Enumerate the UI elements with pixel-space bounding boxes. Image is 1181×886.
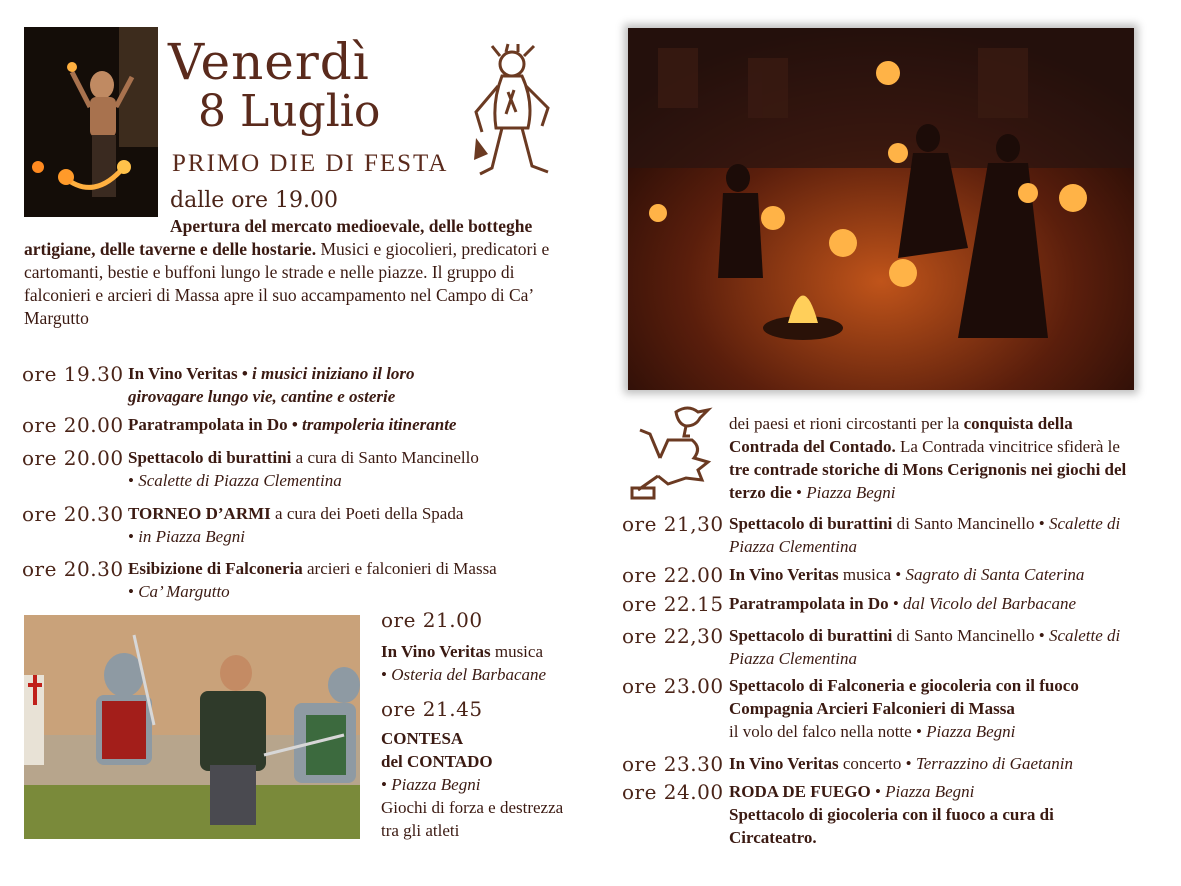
event-title: CONTESA xyxy=(381,729,464,748)
hand-falcon-woodcut-illustration xyxy=(628,404,718,502)
event-desc-2130 xyxy=(729,512,1169,558)
event-desc-1930 xyxy=(128,362,488,408)
event-desc-2030b xyxy=(128,557,568,603)
bullet: • xyxy=(1034,626,1049,645)
event-desc-2000a xyxy=(128,413,568,436)
fire-juggler-photo xyxy=(24,27,158,217)
contado-continuation xyxy=(729,412,1139,504)
event-location: Piazza Begni xyxy=(885,782,975,801)
event-location: Piazza Begni xyxy=(926,722,1016,741)
event-desc-2400 xyxy=(729,780,1129,849)
event-location: Osteria del Barbacane xyxy=(391,665,547,684)
event-desc-2215 xyxy=(729,592,1169,615)
event-time-2000a: ore 20.00 xyxy=(22,413,124,437)
event-time-2145: ore 21.45 xyxy=(381,697,483,721)
event-location: Scalette di Piazza Clementina xyxy=(138,471,342,490)
event-time-2130: ore 21,30 xyxy=(622,512,724,536)
bullet: • xyxy=(870,782,886,801)
page-title-day: Venerdì xyxy=(168,33,370,91)
event-title: Spettacolo di burattini xyxy=(729,626,893,645)
event-time-2030b: ore 20.30 xyxy=(22,557,124,581)
event-desc-2000b xyxy=(128,446,568,492)
event-time-2330: ore 23.30 xyxy=(622,752,724,776)
fire-juggler-illustration xyxy=(24,27,158,217)
event-title: Spettacolo di burattini xyxy=(729,514,893,533)
event-title: Esibizione di Falconeria xyxy=(128,559,303,578)
event-location: Sagrato di Santa Caterina xyxy=(905,565,1085,584)
event-detail: a cura dei Poeti della Spada xyxy=(270,504,464,523)
event-desc-2230 xyxy=(729,624,1169,670)
event-location: i musici iniziano il loro girovagare lungo vie, cantine e osterie xyxy=(128,364,415,406)
intro-paragraph xyxy=(24,215,572,330)
event-time-2000b: ore 20.00 xyxy=(22,446,124,470)
intro-bold: Apertura del mercato medioevale, delle botteghe artigiane, delle taverne e delle hostarie. xyxy=(24,216,533,259)
text-bold: conquista della Contrada del Contado. xyxy=(729,414,1073,456)
event-title: Spettacolo di Falconeria e giocoleria con il fuoco xyxy=(729,676,1079,695)
event-location: Terrazzino di Gaetanin xyxy=(915,754,1073,773)
bullet: • xyxy=(791,483,807,502)
event-detail: arcieri e falconieri di Massa xyxy=(302,559,497,578)
event-time-2100: ore 21.00 xyxy=(381,608,483,632)
event-detail: di Santo Mancinello xyxy=(892,626,1035,645)
event-title-line2: del CONTADO xyxy=(381,752,493,771)
intro-text: Musici e giocolieri, predicatori e cartomanti, bestie e buffoni lungo le strade e nelle piazze. Il gruppo di falconieri e arcieri di Massa apre il suo accampamento nel Campo di Ca’ Margutto xyxy=(24,239,550,328)
fire-dancers-photo xyxy=(628,28,1134,390)
bullet: • xyxy=(381,775,392,794)
event-desc-2100 xyxy=(381,640,581,686)
event-location: Ca’ Margutto xyxy=(138,582,230,601)
event-location: dal Vicolo del Barbacane xyxy=(903,594,1076,613)
event-location: in Piazza Begni xyxy=(138,527,245,546)
bullet: • xyxy=(128,471,139,490)
event-detail: il volo del falco nella notte xyxy=(729,722,912,741)
event-location: Piazza Begni xyxy=(391,775,481,794)
bullet: • xyxy=(287,415,303,434)
event-time-2215: ore 22.15 xyxy=(622,592,724,616)
event-detail: Spettacolo di giocoleria con il fuoco a cura di Circateatro. xyxy=(729,805,1054,847)
start-time-heading: dalle ore 19.00 xyxy=(170,188,339,213)
event-desc-2300 xyxy=(729,674,1169,743)
event-title: TORNEO D’ARMI xyxy=(128,504,271,523)
bullet: • xyxy=(891,565,906,584)
event-location: trampoleria itinerante xyxy=(302,415,457,434)
text-part: dei paesi et rioni circostanti per la xyxy=(729,414,964,433)
event-title: In Vino Veritas xyxy=(729,565,839,584)
event-location: Scalette di Piazza Clementina xyxy=(729,514,1121,556)
event-time-2400: ore 24.00 xyxy=(622,780,724,804)
event-time-2200: ore 22.00 xyxy=(622,563,724,587)
event-detail: di Santo Mancinello xyxy=(892,514,1035,533)
event-detail: musica xyxy=(490,642,543,661)
event-title: Paratrampolata in Do xyxy=(128,415,288,434)
event-title: In Vino Veritas xyxy=(729,754,839,773)
event-desc-2145 xyxy=(381,727,571,842)
bullet: • xyxy=(237,364,253,383)
event-time-2030a: ore 20.30 xyxy=(22,502,124,526)
event-detail: musica xyxy=(838,565,891,584)
bullet: • xyxy=(128,582,139,601)
bullet: • xyxy=(128,527,139,546)
event-title: In Vino Veritas xyxy=(128,364,238,383)
woodcut-figure-illustration xyxy=(462,42,564,184)
bullet: • xyxy=(888,594,904,613)
event-title: Paratrampolata in Do xyxy=(729,594,889,613)
text-bold: tre contrade storiche di Mons Cerignonis nei giochi del terzo die xyxy=(729,460,1127,502)
page-title-date: 8 Luglio xyxy=(198,86,381,137)
bullet: • xyxy=(901,754,916,773)
bullet: • xyxy=(381,665,392,684)
event-desc-2330 xyxy=(729,752,1169,775)
event-detail: a cura di Santo Mancinello xyxy=(291,448,479,467)
knights-tournament-photo xyxy=(24,615,360,839)
event-desc-2030a xyxy=(128,502,568,548)
event-location: Piazza Begni xyxy=(806,483,896,502)
event-desc-2200 xyxy=(729,563,1169,586)
text-part: La Contrada vincitrice sfiderà le xyxy=(895,437,1120,456)
event-detail: concerto xyxy=(838,754,902,773)
bullet: • xyxy=(911,722,927,741)
event-title-line2: Compagnia Arcieri Falconieri di Massa xyxy=(729,699,1015,718)
event-time-1930: ore 19.30 xyxy=(22,362,124,386)
event-detail: Giochi di forza e destrezza tra gli atleti xyxy=(381,798,564,840)
event-time-2300: ore 23.00 xyxy=(622,674,724,698)
event-title: Spettacolo di burattini xyxy=(128,448,292,467)
event-title: In Vino Veritas xyxy=(381,642,491,661)
page-subtitle: PRIMO DIE DI FESTA xyxy=(172,150,449,177)
event-location: Scalette di Piazza Clementina xyxy=(729,626,1121,668)
event-time-2230: ore 22,30 xyxy=(622,624,724,648)
bullet: • xyxy=(1034,514,1049,533)
event-title: RODA DE FUEGO xyxy=(729,782,871,801)
